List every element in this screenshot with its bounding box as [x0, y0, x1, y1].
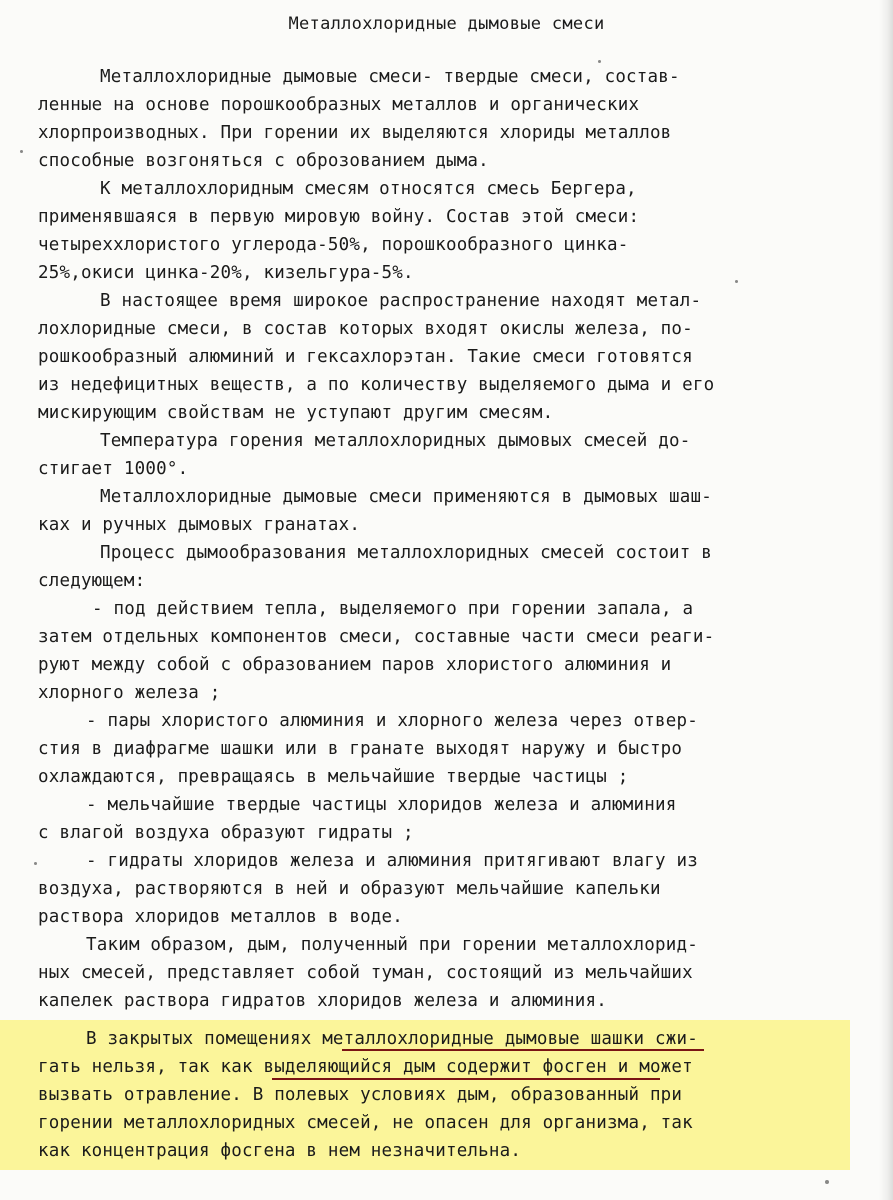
- text-line: капелек раствора гидратов хлоридов железа и алюминия.: [38, 991, 608, 1011]
- text-line: затем отдельных компонентов смеси, составные части смеси реаги-: [38, 627, 715, 647]
- text-line: способные возгоняться с оброзованием дыма.: [38, 151, 489, 171]
- text-line: мискирующим свойствам не уступают другим смесям.: [38, 403, 554, 423]
- text-line: Таким образом, дым, полученный при горении металлохлорид-: [86, 935, 698, 955]
- scan-speck: [20, 150, 23, 153]
- scan-speck: [735, 280, 738, 283]
- highlighted-text-line: как концентрация фосгена в нем незначительна.: [38, 1141, 522, 1161]
- scan-speck: [825, 1180, 829, 1184]
- text-line: Процесс дымообразования металлохлоридных смесей состоит в: [100, 543, 712, 563]
- text-line: ках и ручных дымовых гранатах.: [38, 515, 361, 535]
- text-line: воздуха, растворяются в ней и образуют мельчайшие капельки: [38, 879, 661, 899]
- highlighted-text-line: горении металлохлоридных смесей, не опасен для организма, так: [38, 1113, 693, 1133]
- text-line: В настоящее время широкое распространение находят метал-: [100, 291, 702, 311]
- text-line: из недефицитных веществ, а по количеству выделяемого дыма и его: [38, 375, 715, 395]
- highlighted-text-line: вызвать отравление. В полевых условиях дым, образованный при: [38, 1085, 683, 1105]
- highlighted-text-line: гать нельзя, так как выделяющийся дым содержит фосген и может: [38, 1057, 693, 1077]
- text-line: - мельчайшие твердые частицы хлоридов железа и алюминия: [86, 795, 677, 815]
- text-line: - под действием тепла, выделяемого при горении запала, а: [92, 599, 694, 619]
- scan-page-edge: [879, 0, 893, 1200]
- handwritten-underline: [272, 1078, 660, 1080]
- scan-speck: [34, 862, 37, 865]
- text-line: руют между собой с образованием паров хлористого алюминия и: [38, 655, 672, 675]
- text-line: рошкообразный алюминий и гексахлорэтан. Такие смеси готовятся: [38, 347, 693, 367]
- text-line: с влагой воздуха образуют гидраты ;: [38, 823, 414, 843]
- text-line: Металлохлоридные дымовые смеси- твердые смеси, состав-: [100, 67, 680, 87]
- handwritten-underline: [342, 1049, 704, 1051]
- text-line: Металлохлоридные дымовые смеси применяются в дымовых шаш-: [100, 487, 712, 507]
- text-line: охлаждаются, превращаясь в мельчайшие твердые частицы ;: [38, 767, 629, 787]
- text-line: - пары хлористого алюминия и хлорного железа через отвер-: [86, 711, 698, 731]
- text-line: стия в диафрагме шашки или в гранате выходят наружу и быстро: [38, 739, 683, 759]
- text-line: четыреххлористого углерода-50%, порошкообразного цинка-: [38, 235, 629, 255]
- text-line: следующем:: [38, 571, 146, 591]
- text-line: раствора хлоридов металлов в воде.: [38, 907, 404, 927]
- text-line: К металлохлоридным смесям относятся смесь Бергера,: [100, 179, 637, 199]
- text-line: ных смесей, представляет собой туман, состоящий из мельчайших: [38, 963, 693, 983]
- text-line: 25%,окиси цинка-20%, кизельгура-5%.: [38, 263, 414, 283]
- highlighted-text-line: В закрытых помещениях металлохлоридные дымовые шашки сжи-: [86, 1029, 698, 1049]
- text-line: хлорпроизводных. При горении их выделяются хлориды металлов: [38, 123, 672, 143]
- text-line: стигает 1000°.: [38, 459, 189, 479]
- scan-speck: [598, 60, 601, 63]
- text-line: лохлоридные смеси, в состав которых входят окислы железа, по-: [38, 319, 693, 339]
- text-line: применявшаяся в первую мировую войну. Состав этой смеси:: [38, 207, 640, 227]
- document-title: Металлохлоридные дымовые смеси: [288, 14, 605, 34]
- text-line: - гидраты хлоридов железа и алюминия притягивают влагу из: [86, 851, 698, 871]
- text-line: ленные на основе порошкообразных металлов и органических: [38, 95, 640, 115]
- text-line: хлорного железа ;: [38, 683, 221, 703]
- text-line: Температура горения металлохлоридных дымовых смесей до-: [100, 431, 691, 451]
